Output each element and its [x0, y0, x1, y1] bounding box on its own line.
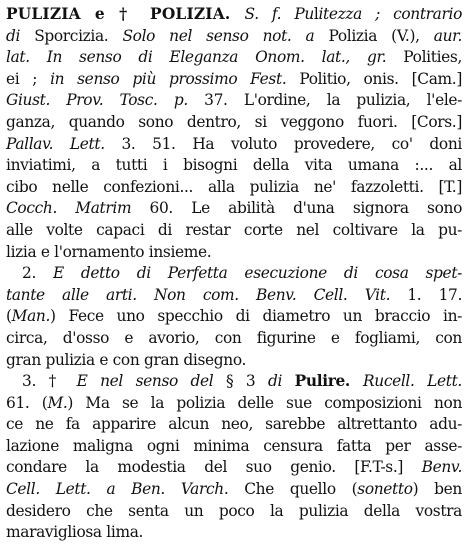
text-run: 37. L'ordine, la pulizia, l'ele- — [204, 91, 463, 110]
text-line — [6, 198, 462, 220]
text-line — [6, 414, 462, 436]
text-line — [6, 436, 462, 458]
text-run: ei ; — [6, 69, 51, 88]
text-line — [6, 457, 462, 479]
entry-section-3 — [6, 371, 462, 544]
text-run: itezza ; contrario — [318, 5, 462, 23]
text-line — [6, 155, 462, 177]
text-run: E nel senso del — [76, 372, 226, 391]
text-line — [6, 371, 462, 393]
text-run: l — [313, 5, 319, 23]
text-run: 61. ( — [6, 393, 48, 412]
text-line — [6, 393, 462, 415]
text-run: condare la modestia del suo genio. [F.T-s.] — [6, 458, 422, 477]
text-run: Solo nel senso not. a — [122, 26, 329, 45]
text-line — [6, 4, 462, 26]
text-run: circa, d'osso e avorio, con figurine e fogliami, con — [6, 328, 462, 347]
text-line — [6, 479, 462, 501]
text-run: inviatimi, a tutti i bisogni della vita umana :... al — [6, 156, 462, 175]
text-run: Pallav. Lett. — [6, 134, 122, 153]
text-run: maravigliosa lima. — [6, 523, 144, 542]
text-run: Giust. Prov. Tosc. p. — [6, 91, 205, 110]
text-run: ) Fece uno specchio di diametro un braccio in- — [50, 307, 462, 326]
text-run: Cell. Lett. a Ben. Varch. — [6, 480, 245, 499]
text-run: ) ben — [412, 480, 462, 499]
text-run: Che quello ( — [244, 480, 358, 499]
text-run: lizia e l'ornamento insieme. — [6, 242, 212, 261]
text-run: in senso più prossimo Fest. — [50, 69, 300, 88]
text-run: gran pulizia e con gran disegno. — [6, 350, 247, 369]
text-run: S. f. Pu — [244, 5, 314, 23]
text-line — [6, 177, 462, 199]
text-line — [6, 69, 462, 91]
entry-section-2 — [6, 263, 462, 371]
text-run: ce ne fa apparire alcun neo, sarebbe altrettanto adu- — [6, 415, 462, 434]
text-line — [6, 350, 462, 372]
text-run: desidero che senta un poco la pulizia della vostra — [6, 501, 462, 520]
text-run: Benv. — [421, 458, 462, 477]
text-run: tante alle arti. Non com. Benv. Cell. Vit. — [6, 285, 408, 304]
text-line — [6, 112, 462, 134]
text-run: Pulire. — [294, 372, 364, 391]
text-run: Rucell. Lett. — [363, 372, 462, 391]
text-run: PULIZIA e † POLIZIA. — [6, 5, 245, 23]
text-line — [6, 220, 462, 242]
text-line — [6, 134, 462, 156]
text-run: E detto di Perfetta esecuzione di cosa spet- — [52, 264, 463, 283]
text-line — [6, 90, 462, 112]
text-line — [6, 522, 462, 544]
text-run: Politio, onis. [Cam.] — [299, 69, 462, 88]
text-run: Sporcizia. — [34, 26, 123, 45]
text-run: 3. † — [22, 372, 77, 391]
text-run: Polities, — [403, 48, 462, 67]
text-run: ganza, quando sono dentro, si veggono fuori. [Cors.] — [6, 112, 462, 131]
text-run: di — [6, 26, 35, 45]
text-line — [6, 285, 462, 307]
text-line — [6, 263, 462, 285]
text-run: 1. 17. — [407, 285, 462, 304]
text-run: lazione maligna ogni minima censura fatta per asse- — [6, 436, 462, 455]
text-line — [6, 26, 462, 48]
text-run: aur. — [433, 26, 463, 45]
text-run: Cocch. Matrim — [6, 199, 150, 218]
text-run: ) Ma se la polizia delle sue composizioni non — [67, 393, 463, 412]
text-run: di — [267, 372, 295, 391]
text-run: § 3 — [225, 372, 268, 391]
text-line — [6, 501, 462, 523]
text-run: 60. Le abilità d'una signora sono — [149, 199, 462, 218]
text-run: alle volte capaci di restar corte nel coltivare la pu- — [6, 220, 462, 239]
entry-main — [6, 4, 462, 263]
dictionary-page — [6, 4, 462, 544]
text-line — [6, 328, 462, 350]
text-run: 2. — [22, 264, 53, 283]
text-run: Polizia (V.), — [328, 26, 434, 45]
text-run: M. — [47, 393, 68, 412]
text-line — [6, 47, 462, 69]
text-run: cibo nelle confezioni... alla pulizia ne' fazzoletti. [T.] — [6, 177, 462, 196]
text-run: 3. 51. Ha voluto provedere, co' doni — [121, 134, 462, 153]
text-run: Man. — [11, 307, 50, 326]
text-run: sonetto — [357, 480, 413, 499]
text-run: lat. In senso di Eleganza Onom. lat., gr. — [6, 48, 404, 67]
text-line — [6, 242, 462, 264]
text-line — [6, 306, 462, 328]
text-run: ( — [6, 307, 12, 326]
